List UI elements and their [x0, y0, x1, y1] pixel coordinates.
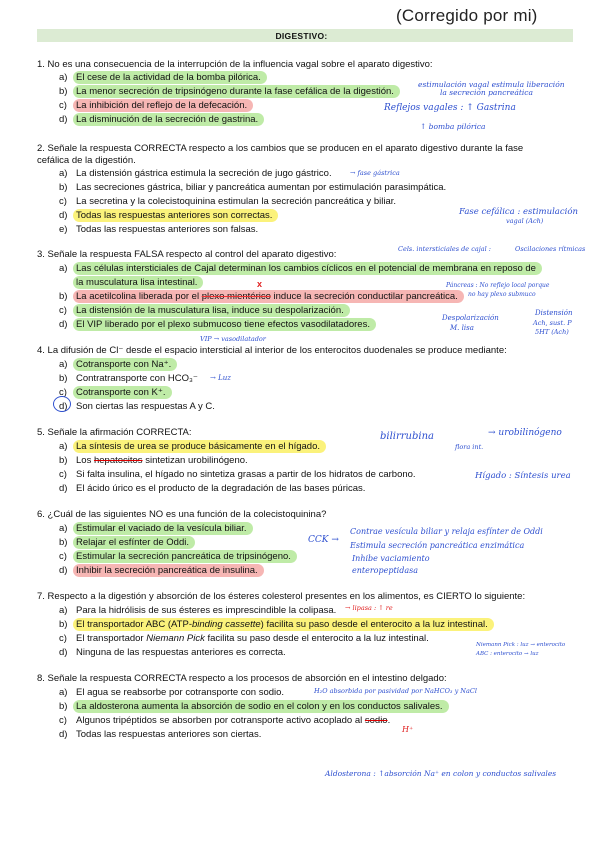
handwritten-note: VIP → vasodilatador [200, 335, 266, 343]
option-text: Estimular la secreción pancreática de tripsinógeno. [73, 550, 297, 563]
option-letter: d) [59, 647, 68, 658]
option-a [59, 441, 326, 453]
option-b [59, 182, 446, 194]
option-text: El agua se reabsorbe por cotransporte con sodio. [76, 687, 285, 698]
option-text: El ácido úrico es el producto de la degradación de las bases púricas. [76, 483, 366, 494]
option-d [59, 210, 278, 222]
option-letter: b) [59, 182, 68, 193]
handwritten-note: → lipasa : ↑ re [345, 604, 393, 612]
handwritten-note: H₂O absorbida por pasividad por NaHCO₃ y NaCl [314, 687, 477, 695]
question-stem: 2. Señale la respuesta CORRECTA respecto a los cambios que se producen en el aparato digestivo durante la fase [37, 143, 524, 154]
option-letter: a) [59, 168, 68, 179]
option-text [73, 618, 494, 631]
option-b [59, 619, 494, 631]
question-stem: 6. ¿Cuál de las siguientes NO es una función de la colecistoquinina? [37, 509, 327, 520]
handwritten-note: M. lisa [450, 324, 474, 332]
option-letter: b) [59, 701, 68, 712]
option-text: Si falta insulina, el hígado no sintetiza grasas a partir de los hidratos de carbono. [76, 469, 416, 480]
option-text: Todas las respuestas anteriores son correctas. [73, 209, 278, 222]
page-title: (Corregido por mi) [396, 6, 538, 25]
option-c [59, 387, 172, 399]
handwritten-note: Contrae vesícula biliar y relaja esfínter de Oddi [350, 527, 543, 536]
option-text-part: Algunos tripéptidos se absorben por cotransporte activo acoplado al [76, 715, 365, 726]
handwritten-note: Páncreas : No reflejo local porque [446, 282, 550, 289]
handwritten-note: Fase cefálica : estimulación [459, 207, 578, 217]
option-text-italic: Niemann Pick [146, 633, 205, 644]
option-letter: c) [59, 196, 67, 207]
handwritten-note: Niemann Pick : luz → enterocito [476, 642, 566, 648]
option-text: Son ciertas las respuestas A y C. [76, 401, 215, 412]
option-text: La distensión de la musculatura lisa, induce su despolarización. [73, 304, 350, 317]
option-text: Para la hidrólisis de sus ésteres es imprescindible la colipasa. [76, 605, 337, 616]
handwritten-note: Distensión [535, 309, 573, 317]
option-b [59, 86, 400, 98]
option-text: Las secreciones gástrica, biliar y pancreática aumentan por estimulación parasimpática. [76, 182, 447, 193]
struck-text: sodio [364, 715, 388, 726]
option-letter: c) [59, 305, 67, 316]
handwritten-note: vagal (Ach) [506, 217, 544, 225]
handwritten-note: → Luz [210, 374, 231, 382]
question-stem: 5. Señale la afirmación CORRECTA: [37, 427, 192, 438]
handwritten-note: Aldosterona : ↑absorción Na⁺ en colon y conductos salivales [325, 769, 557, 778]
handwritten-note: flora int. [455, 443, 484, 451]
handwritten-note: Cels. intersticiales de cajal : [398, 245, 491, 253]
option-letter: b) [59, 86, 68, 97]
option-c [59, 469, 416, 481]
question-stem: 3. Señale la respuesta FALSA respecto al control del aparato digestivo: [37, 249, 337, 260]
handwritten-note: Estimula secreción pancreática enzimática [350, 541, 525, 550]
section-title: DIGESTIVO: [275, 31, 328, 41]
option-a [59, 605, 336, 617]
option-letter: a) [59, 523, 68, 534]
option-d [59, 647, 286, 659]
struck-text: hepatocitos [93, 455, 143, 466]
option-text: Todas las respuestas anteriores son falsas. [76, 224, 259, 235]
option-text: La inhibición del reflejo de la defecación. [73, 99, 253, 112]
option-letter: d) [59, 210, 68, 221]
question-stem: 8. Señale la respuesta CORRECTA respecto a los procesos de absorción en el intestino delgado: [37, 673, 447, 684]
option-e [59, 224, 258, 236]
option-text [76, 455, 248, 466]
handwritten-note: 5HT (Ach) [535, 328, 569, 336]
option-letter: d) [59, 729, 68, 740]
option-text: Cotransporte con K⁺. [73, 386, 172, 399]
option-letter: a) [59, 687, 68, 698]
option-text: La disminución de la secreción de gastrina. [73, 113, 264, 126]
option-c [59, 633, 429, 645]
handwritten-note: enteropeptidasa [352, 566, 418, 575]
option-letter: c) [59, 633, 67, 644]
handwritten-note: Ach, sust. P [533, 319, 572, 327]
handwritten-note: Hígado : Síntesis urea [475, 471, 571, 481]
handwritten-note: Reflejos vagales : ↑ Gastrina [384, 103, 516, 113]
option-b [59, 291, 464, 303]
option-letter: d) [59, 114, 68, 125]
handwritten-note: Despolarización [442, 314, 499, 322]
option-c [59, 196, 396, 208]
handwritten-note: no hay plexo submuco [468, 291, 536, 298]
handwritten-note: ABC : enterocito → luz [476, 651, 539, 657]
option-letter: b) [59, 291, 68, 302]
option-text-part: facilita su paso desde el enterocito a la luz intestinal. [204, 633, 429, 644]
option-text: la musculatura lisa intestinal. [73, 276, 203, 289]
question-stem: 4. La difusión de Cl⁻ desde el espacio intersticial al interior de los enterocitos duodenales se produce mediante: [37, 345, 507, 356]
option-text-part: . [387, 715, 391, 726]
option-d [59, 401, 215, 413]
option-b [59, 373, 198, 385]
option-text-part: induce la secreción conductilar pancreática. [270, 291, 458, 302]
answer-circle [53, 396, 71, 412]
option-c [59, 100, 253, 112]
handwritten-note: → fase gástrica [350, 169, 400, 177]
option-c [59, 715, 390, 727]
option-text: Inhibir la secreción pancreática de insulina. [73, 564, 264, 577]
option-letter: b) [59, 455, 68, 466]
option-c [59, 551, 297, 563]
option-text: Contratransporte con HCO₃⁻ [76, 373, 198, 384]
option-a [59, 523, 253, 535]
option-text: La distensión gástrica estimula la secreción de jugo gástrico. [76, 168, 332, 179]
option-letter: c) [59, 100, 67, 111]
option-a [59, 687, 284, 699]
option-letter: a) [59, 72, 68, 83]
option-a [59, 72, 267, 84]
option-letter: c) [59, 551, 67, 562]
option-text: Estimular el vaciado de la vesícula biliar. [73, 522, 253, 535]
struck-text: plexo mientérico [201, 291, 271, 302]
handwritten-note: Inhibe vaciamiento [352, 554, 430, 563]
option-d [59, 729, 261, 741]
option-letter: b) [59, 537, 68, 548]
option-a [59, 168, 332, 180]
option-letter: e) [59, 224, 68, 235]
option-d [59, 319, 376, 331]
handwritten-note: la secreción pancreática [440, 88, 533, 97]
option-b [59, 701, 449, 713]
option-letter: d) [59, 401, 68, 412]
option-text: Relajar el esfínter de Oddi. [73, 536, 195, 549]
option-letter: a) [59, 263, 68, 274]
option-text: La síntesis de urea se produce básicamente en el hígado. [73, 440, 326, 453]
handwritten-note: bilirrubina [380, 431, 434, 442]
option-letter: c) [59, 469, 67, 480]
option-text: El cese de la actividad de la bomba pilórica. [73, 71, 267, 84]
option-text [76, 715, 390, 726]
option-a [59, 263, 542, 275]
handwritten-note: Oscilaciones rítmicas [515, 245, 586, 253]
option-letter: a) [59, 359, 68, 370]
option-d [59, 565, 264, 577]
option-text: La menor secreción de tripsinógeno durante la fase cefálica de la digestión. [73, 85, 400, 98]
option-text: Las células intersticiales de Cajal determinan los cambios cíclicos en el potencial de membrana en reposo de [73, 262, 542, 275]
option-a [59, 359, 177, 371]
option-c [59, 305, 350, 317]
option-text: La secretina y la colecistoquinina estimulan la secreción pancreática y biliar. [76, 196, 397, 207]
option-text: Ninguna de las respuestas anteriores es correcta. [76, 647, 286, 658]
option-letter: d) [59, 483, 68, 494]
option-a-cont [76, 277, 203, 289]
option-text: El VIP liberado por el plexo submucoso tiene efectos vasodilatadores. [73, 318, 376, 331]
option-text-part: Los [76, 455, 94, 466]
option-text: Cotransporte con Na⁺. [73, 358, 177, 371]
option-text-part: sintetizan urobilinógeno. [142, 455, 248, 466]
option-text: La aldosterona aumenta la absorción de sodio en el colon y en los conductos salivales. [73, 700, 449, 713]
option-letter: b) [59, 373, 68, 384]
handwritten-note: → urobilinógeno [488, 428, 562, 438]
option-letter: d) [59, 565, 68, 576]
option-text-part: El transportador ABC (ATP- [76, 619, 192, 630]
option-text [73, 290, 464, 303]
question-stem: 1. No es una consecuencia de la interrupción de la influencia vagal sobre el aparato digestivo: [37, 59, 433, 70]
handwritten-note: ↑ bomba pilórica [420, 122, 486, 131]
option-text: Todas las respuestas anteriores son ciertas. [76, 729, 262, 740]
x-mark: x [257, 279, 263, 289]
option-text-part: El transportador [76, 633, 147, 644]
option-text-part: ) facilita su paso desde el enterocito a la luz intestinal. [260, 619, 488, 630]
question-stem: 7. Respecto a la digestión y absorción de los ésteres colesterol presentes en los alimentos, es CIERTO lo siguiente: [37, 591, 526, 602]
handwritten-note: H⁺ [402, 725, 414, 734]
option-d [59, 483, 365, 495]
option-letter: a) [59, 441, 68, 452]
option-d [59, 114, 264, 126]
option-text-italic: binding cassette [191, 619, 261, 630]
handwritten-note: CCK → [308, 535, 339, 545]
question-stem-cont: cefálica de la digestión. [37, 155, 136, 166]
option-letter: c) [59, 715, 67, 726]
handwritten-note: estimulación vagal estimula liberación [418, 80, 565, 89]
option-b [59, 455, 248, 467]
option-letter: a) [59, 605, 68, 616]
option-text-part: La acetilcolina liberada por el [76, 291, 202, 302]
option-b [59, 537, 195, 549]
option-letter: d) [59, 319, 68, 330]
option-letter: c) [59, 387, 67, 398]
option-text [76, 633, 429, 644]
option-letter: b) [59, 619, 68, 630]
